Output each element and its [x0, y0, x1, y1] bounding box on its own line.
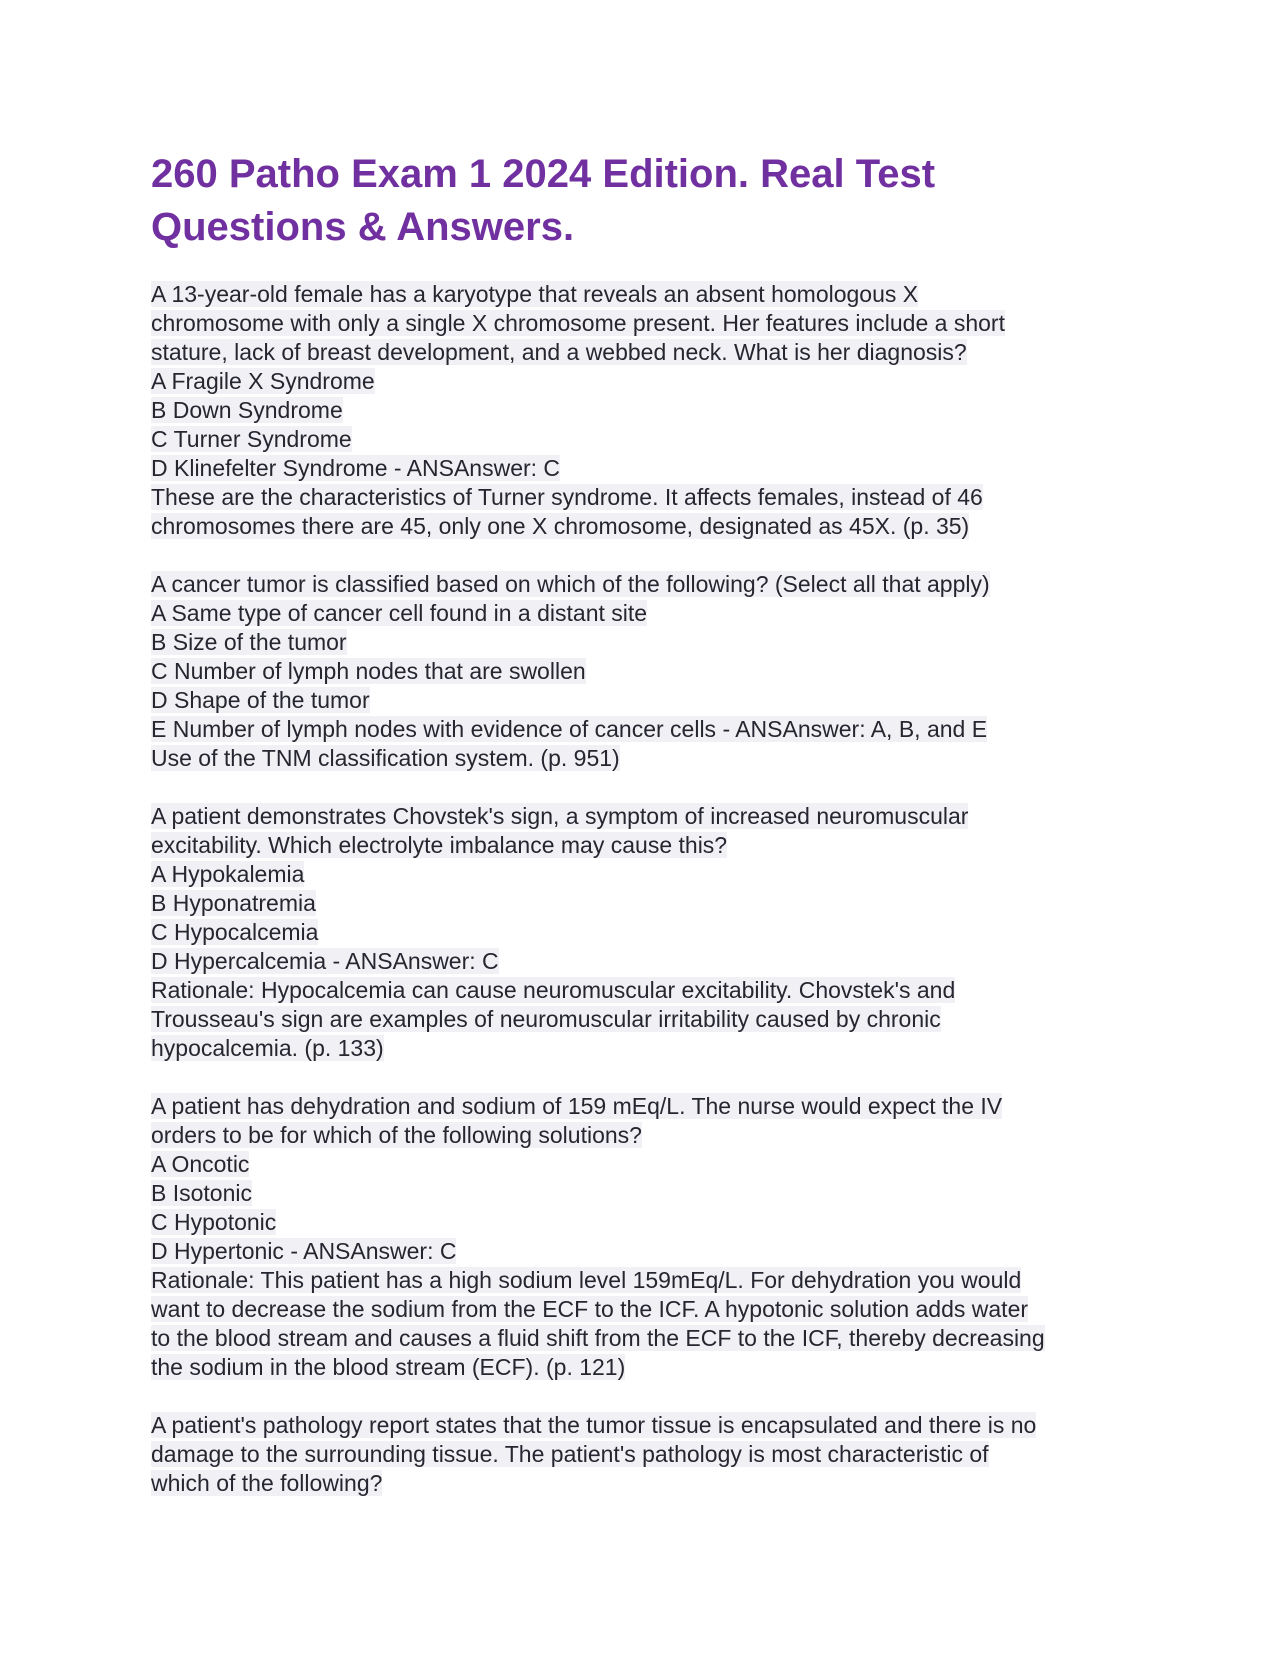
question-block-4 [151, 1092, 1151, 1382]
answer-option: B Size of the tumor [151, 629, 347, 655]
rationale-line: Rationale: This patient has a high sodium level 159mEq/L. For dehydration you would [151, 1267, 1022, 1293]
text-line: A patient's pathology report states that the tumor tissue is encapsulated and there is no [151, 1412, 1037, 1438]
question-block-5 [151, 1411, 1151, 1498]
rationale-line: want to decrease the sodium from the ECF to the ICF. A hypotonic solution adds water [151, 1296, 1029, 1322]
question-block-1 [151, 280, 1151, 541]
title-line: 260 Patho Exam 1 2024 Edition. Real Test [151, 152, 936, 196]
question-block-3 [151, 802, 1151, 1063]
answer-option: C Hypotonic [151, 1209, 277, 1235]
rationale-line: Rationale: Hypocalcemia can cause neuromuscular excitability. Chovstek's and [151, 977, 956, 1003]
answer-option: C Hypocalcemia [151, 919, 319, 945]
answer-option: D Hypercalcemia - ANSAnswer: C [151, 948, 499, 974]
text-line: damage to the surrounding tissue. The patient's pathology is most characteristic of [151, 1441, 989, 1467]
rationale-line: hypocalcemia. (p. 133) [151, 1035, 384, 1061]
answer-option: D Klinefelter Syndrome - ANSAnswer: C [151, 455, 561, 481]
text-line: stature, lack of breast development, and a webbed neck. What is her diagnosis? [151, 339, 967, 365]
rationale-line: Trousseau's sign are examples of neuromuscular irritability caused by chronic [151, 1006, 941, 1032]
document-page [151, 148, 1151, 1527]
answer-option: D Shape of the tumor [151, 687, 370, 713]
answer-option: B Isotonic [151, 1180, 252, 1206]
rationale-line: to the blood stream and causes a fluid shift from the ECF to the ICF, thereby decreasing [151, 1325, 1045, 1351]
title-line: Questions & Answers. [151, 205, 575, 249]
answer-option: A Same type of cancer cell found in a distant site [151, 600, 648, 626]
question-block-2 [151, 570, 1151, 773]
text-line: orders to be for which of the following solutions? [151, 1122, 642, 1148]
text-line: chromosome with only a single X chromosome present. Her features include a short [151, 310, 1005, 336]
answer-option: C Number of lymph nodes that are swollen [151, 658, 586, 684]
answer-option: A Fragile X Syndrome [151, 368, 375, 394]
document-title [151, 148, 1151, 254]
text-line: A patient demonstrates Chovstek's sign, a symptom of increased neuromuscular [151, 803, 969, 829]
answer-option: B Down Syndrome [151, 397, 343, 423]
rationale-line: Use of the TNM classification system. (p. 951) [151, 745, 620, 771]
answer-option: E Number of lymph nodes with evidence of cancer cells - ANSAnswer: A, B, and E [151, 716, 988, 742]
text-line: excitability. Which electrolyte imbalance may cause this? [151, 832, 728, 858]
rationale-line: chromosomes there are 45, only one X chromosome, designated as 45X. (p. 35) [151, 513, 970, 539]
text-line: A cancer tumor is classified based on which of the following? (Select all that apply) [151, 571, 990, 597]
text-line: A patient has dehydration and sodium of 159 mEq/L. The nurse would expect the IV [151, 1093, 1003, 1119]
answer-option: A Hypokalemia [151, 861, 305, 887]
answer-option: C Turner Syndrome [151, 426, 352, 452]
rationale-line: the sodium in the blood stream (ECF). (p. 121) [151, 1354, 626, 1380]
rationale-line: These are the characteristics of Turner syndrome. It affects females, instead of 46 [151, 484, 983, 510]
text-line: A 13-year-old female has a karyotype that reveals an absent homologous X [151, 281, 919, 307]
answer-option: B Hyponatremia [151, 890, 316, 916]
text-line: which of the following? [151, 1470, 383, 1496]
answer-option: D Hypertonic - ANSAnswer: C [151, 1238, 457, 1264]
answer-option: A Oncotic [151, 1151, 250, 1177]
